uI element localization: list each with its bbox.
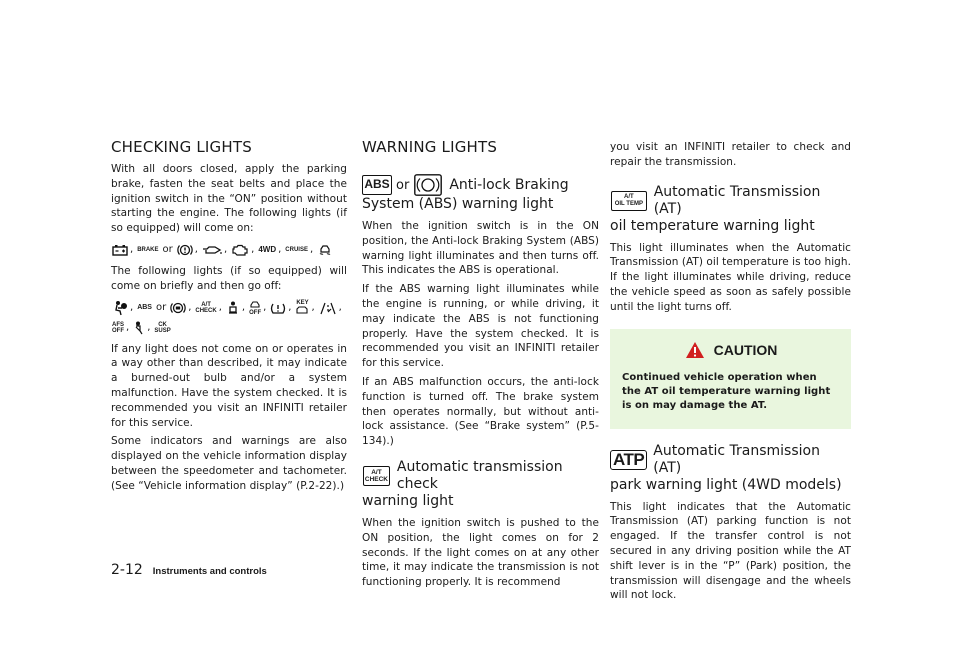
ck-bottom: SUSP bbox=[154, 327, 171, 334]
at-check-p1: When the ignition switch is pushed to the ON position, the light comes on for 2 seconds. If the light comes on at any other time, it may indicate the transmission is not functioning properly. It is recommend bbox=[362, 516, 599, 589]
cruise-icon: CRUISE bbox=[285, 246, 308, 253]
battery-charge-icon bbox=[112, 244, 128, 256]
afs-top: AFS bbox=[112, 321, 124, 328]
caution-label: CAUTION bbox=[713, 341, 778, 358]
fourwd-icon: 4WD bbox=[258, 244, 277, 254]
checking-vid-note: Some indicators and warnings are also displayed on the vehicle information display between the speedometer and tachometer. (See “Vehicle information display” (P.2-22).) bbox=[111, 435, 347, 492]
key-label: KEY bbox=[296, 300, 309, 307]
caution-warning-icon bbox=[685, 341, 705, 359]
afs-off-icon bbox=[112, 322, 124, 334]
oil-temp-heading bbox=[610, 184, 851, 235]
at-check-icon bbox=[195, 302, 216, 314]
or-text: or bbox=[396, 177, 410, 193]
abs-p2: If the ABS warning light illuminates while the engine is running, or while driving, it may indicate the ABS is not functioning properly. Have the system checked. It is recommended you visit an INFINITI retailer for this service. bbox=[362, 283, 599, 370]
lane-departure-icon bbox=[319, 301, 337, 315]
or-text: or bbox=[162, 243, 173, 255]
brake-warning-icon: BRAKE bbox=[137, 246, 159, 253]
airbag-icon bbox=[112, 300, 128, 316]
atp-title-line2: park warning light (4WD models) bbox=[610, 476, 842, 493]
oil-temp-p1: This light illuminates when the Automatic Transmission (AT) oil temperature is too high. If the light illuminates while driving, reduce the vehicle speed as soon as safely possible until the light turns off. bbox=[610, 241, 851, 313]
checking-intro: With all doors closed, apply the parking brake, fasten the seat belts and place the ignition switch in the “ON” position without starting the engine. The following lights (if so equipped) will come on: bbox=[111, 163, 347, 235]
afs-bottom: OFF bbox=[112, 327, 124, 334]
oil-temp-icon-bottom: OIL TEMP bbox=[614, 200, 643, 207]
at-check-icon-bottom: CHECK bbox=[364, 475, 388, 483]
icons-row-brief: , ABS or , A/T CHECK , , OFF , , KEY , , AFS OFF , , CK SUSP bbox=[111, 298, 347, 338]
column-warning-lights bbox=[362, 138, 599, 594]
section-name: Instruments and controls bbox=[152, 566, 267, 577]
vdc-off-label: OFF bbox=[249, 309, 262, 316]
at-check-heading bbox=[362, 459, 599, 510]
abs-p3: If an ABS malfunction occurs, the anti-lock function is turned off. The brake system then operates normally, but without anti-lock assistance. (See “Brake system” (P.5-134).) bbox=[362, 375, 599, 448]
caution-text: Continued vehicle operation when the AT oil temperature warning light is on may damage the AT. bbox=[622, 371, 831, 411]
at-check-bottom: CHECK bbox=[195, 307, 217, 314]
atp-p1: This light indicates that the Automatic Transmission (AT) parking function is not engaged. If the transfer control is not secured in any driving position while the AT shift lever is in the “P” (Park) position, the transmission will disengage and the wheels will not lock. bbox=[610, 500, 851, 602]
atp-warning-icon: ATP bbox=[610, 450, 647, 470]
passenger-seatbelt-icon bbox=[226, 301, 240, 315]
checking-brief: The following lights (if so equipped) will come on briefly and then go off: bbox=[111, 264, 347, 292]
caution-box bbox=[610, 329, 851, 429]
caution-header bbox=[622, 341, 839, 359]
abs-circle-icon bbox=[170, 301, 186, 315]
abs-title-line2: System (ABS) warning light bbox=[362, 196, 554, 212]
oil-pressure-icon bbox=[202, 245, 222, 255]
brake-circle-icon bbox=[177, 243, 193, 257]
column-checking-lights bbox=[111, 138, 347, 498]
at-check-continuation: you visit an INFINITI retailer to check and repair the transmission. bbox=[610, 141, 851, 168]
column-warning-lights-cont bbox=[610, 140, 851, 607]
oil-temp-title-line1: Automatic Transmission (AT) bbox=[653, 183, 821, 217]
icons-row-on: , BRAKE or , , , 4WD , CRUISE , bbox=[111, 240, 347, 260]
at-check-icon-top: A/T bbox=[371, 468, 382, 476]
abs-p1: When the ignition switch is in the ON position, the Anti-lock Braking System (ABS) warning light illuminates and then turns off. This indicates the ABS is operational. bbox=[362, 220, 599, 277]
slip-indicator-icon bbox=[317, 243, 333, 257]
ck-top: CK bbox=[158, 321, 167, 328]
abs-warning-icon: ABS bbox=[362, 175, 392, 195]
abs-title-line1: Anti-lock Braking bbox=[449, 176, 569, 193]
abs-warning-heading bbox=[362, 174, 599, 213]
key-warning-icon bbox=[295, 300, 309, 315]
oil-temp-title-line2: oil temperature warning light bbox=[610, 217, 815, 234]
check-engine-icon bbox=[231, 244, 249, 256]
atp-heading bbox=[610, 443, 851, 494]
or-text: or bbox=[155, 301, 167, 313]
atp-title-line1: Automatic Transmission (AT) bbox=[653, 442, 820, 476]
vdc-off-icon bbox=[249, 300, 261, 316]
seatbelt-icon bbox=[133, 321, 145, 335]
at-check-warning-icon bbox=[363, 466, 390, 486]
abs-text-icon: ABS bbox=[137, 303, 152, 311]
at-check-top: A/T bbox=[201, 301, 211, 308]
at-check-title-line1: Automatic transmission check bbox=[396, 458, 563, 492]
page-footer bbox=[111, 562, 267, 578]
abs-circle-warning-icon bbox=[414, 174, 442, 196]
check-suspension-icon bbox=[154, 322, 170, 334]
tire-pressure-icon bbox=[270, 301, 286, 315]
at-check-title-line2: warning light bbox=[362, 492, 454, 509]
checking-lights-title: CHECKING LIGHTS bbox=[111, 138, 252, 156]
checking-malfunction: If any light does not come on or operates in a way other than described, it may indicate a burned-out bulb and/or a system malfunction. Have the system checked. It is recommended you visit an INFINITI retailer for this service. bbox=[111, 342, 347, 429]
at-oil-temp-icon bbox=[611, 191, 647, 211]
warning-lights-title: WARNING LIGHTS bbox=[362, 138, 498, 156]
oil-temp-icon-top: A/T bbox=[624, 193, 634, 200]
page-number: 2-12 bbox=[111, 562, 143, 578]
